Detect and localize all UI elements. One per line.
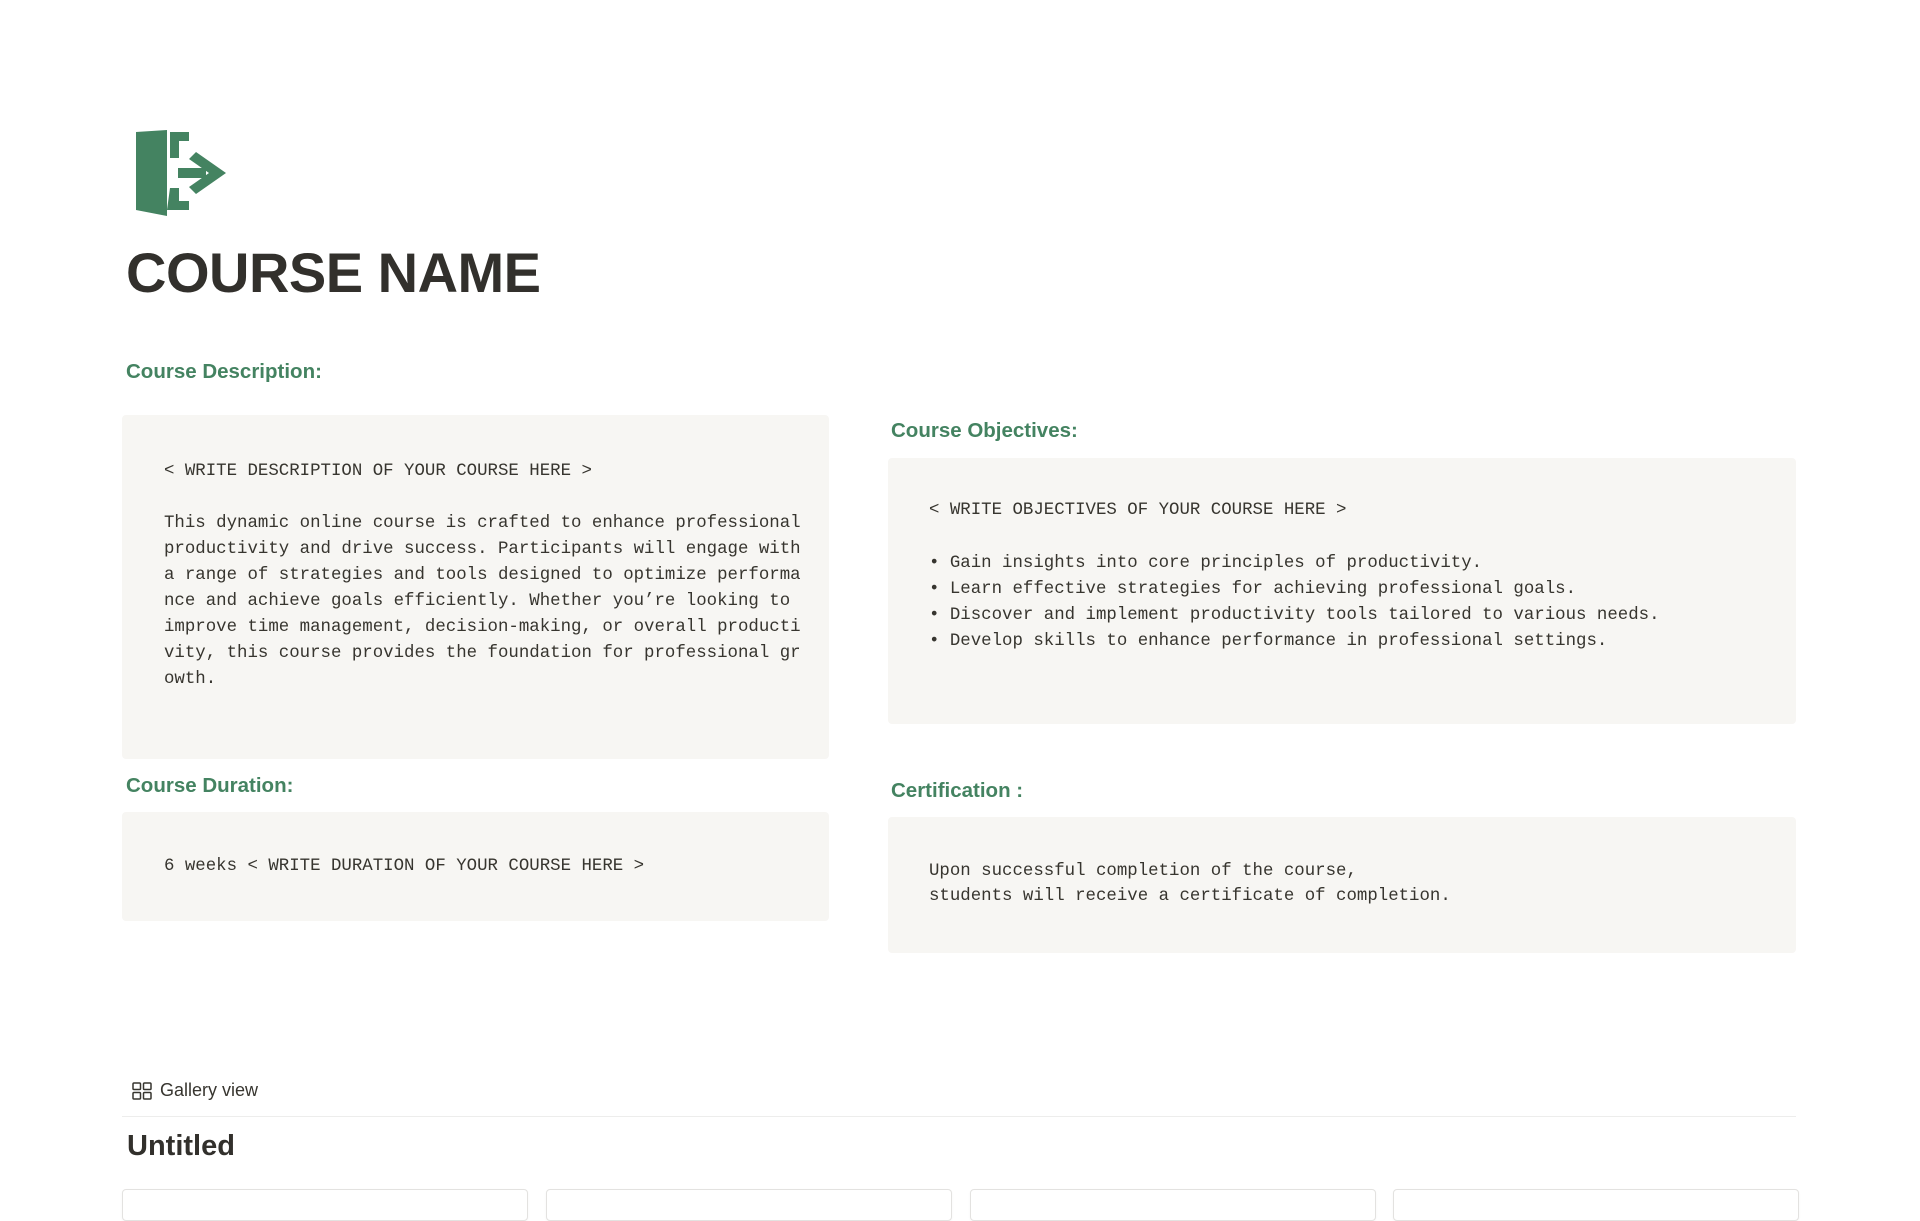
- gallery-card[interactable]: [546, 1189, 952, 1221]
- gallery-title[interactable]: Untitled: [127, 1130, 235, 1162]
- gallery-view-tab[interactable]: [132, 1080, 258, 1101]
- objective-item: • Develop skills to enhance performance in professional settings.: [929, 629, 1660, 655]
- gallery-card[interactable]: [122, 1189, 528, 1221]
- objective-item: • Discover and implement productivity tools tailored to various needs.: [929, 603, 1660, 629]
- certification-line-1: Upon successful completion of the course,: [929, 862, 1357, 881]
- objectives-placeholder: < WRITE OBJECTIVES OF YOUR COURSE HERE >: [929, 501, 1347, 520]
- description-text: This dynamic online course is crafted to enhance professional productivity and drive success. Participants will engage with a range of strategies and tools designed to optimize performance and achieve goals efficiently. Whether you’re looking to improve time management, decision-making, or overall productivity, this course provides the foundation for professional growth.: [164, 514, 801, 689]
- course-description-heading: Course Description:: [126, 360, 322, 383]
- course-objectives-block[interactable]: [888, 458, 1796, 724]
- divider: [122, 1116, 1796, 1117]
- objective-item: • Learn effective strategies for achieving professional goals.: [929, 577, 1660, 603]
- course-duration-block[interactable]: [122, 812, 829, 921]
- course-description-block[interactable]: [122, 415, 829, 759]
- exit-door-icon: [134, 130, 226, 216]
- certification-heading: Certification :: [891, 779, 1024, 802]
- gallery-card[interactable]: [970, 1189, 1376, 1221]
- certification-line-2: students will receive a certificate of completion.: [929, 887, 1451, 906]
- course-objectives-heading: Course Objectives:: [891, 419, 1078, 442]
- objectives-list: [929, 551, 1660, 655]
- gallery-view-label: Gallery view: [160, 1080, 259, 1100]
- objective-item: • Gain insights into core principles of productivity.: [929, 551, 1660, 577]
- page-title[interactable]: COURSE NAME: [126, 241, 541, 304]
- gallery-grid-icon: [132, 1082, 152, 1100]
- duration-text: 6 weeks < WRITE DURATION OF YOUR COURSE HERE >: [164, 857, 645, 876]
- certification-block[interactable]: [888, 817, 1796, 953]
- gallery-card[interactable]: [1393, 1189, 1799, 1221]
- course-duration-heading: Course Duration:: [126, 774, 294, 797]
- description-placeholder: < WRITE DESCRIPTION OF YOUR COURSE HERE >: [164, 462, 592, 481]
